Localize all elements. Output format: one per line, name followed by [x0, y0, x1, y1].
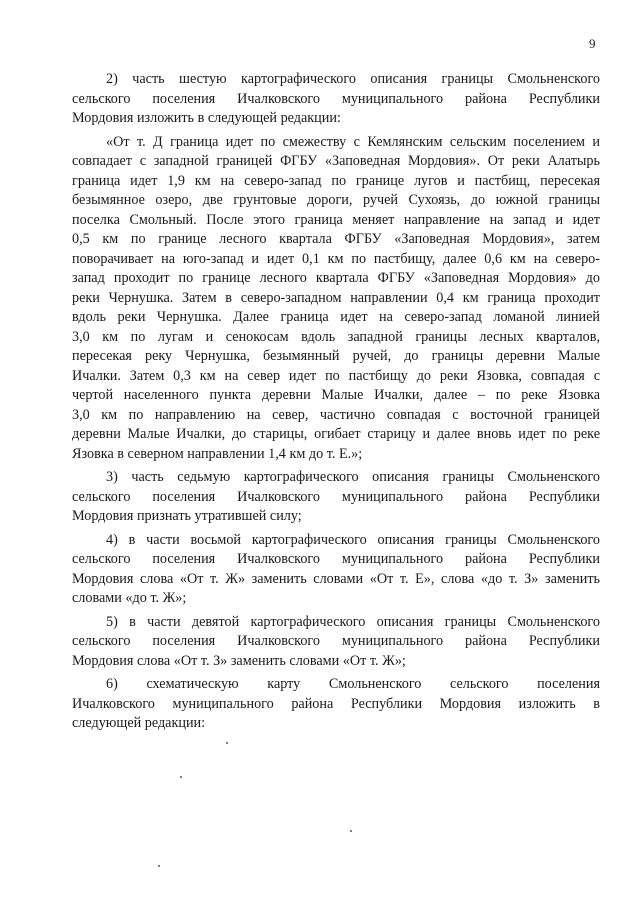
paragraph-line: совпадает с западной границей ФГБУ «Заповедная Мордовия». От реки Алатырь — [72, 153, 600, 169]
paragraph-line: 2) часть шестую картографического описания границы Смольненского — [106, 71, 600, 87]
paragraph — [72, 468, 600, 527]
document-body — [72, 70, 600, 738]
paragraph-line: следующей редакции: — [72, 715, 206, 731]
scan-speck — [226, 742, 228, 744]
paragraph-line: сельского поселения Ичалковского муниципального района Республики — [72, 633, 600, 649]
paragraph-line: Ичалковского муниципального района Республики Мордовия изложить в — [72, 695, 600, 712]
page-number: 9 — [589, 36, 596, 51]
paragraph-line: 6) схематическую карту Смольненского сельского поселения — [106, 676, 600, 692]
paragraph-line: 5) в части девятой картографического описания границы Смольненского — [106, 613, 600, 630]
paragraph-line: реки Чернушка. Затем в северо-западном направлении 0,4 км граница проходит — [72, 289, 600, 306]
paragraph-line: 3,0 км по лугам и сенокосам вдоль западной границы лесных кварталов, — [72, 328, 600, 345]
paragraph-line: поворачивает на юго-запад и идет 0,1 км по пастбищу, далее 0,6 км на северо- — [72, 250, 600, 267]
paragraph — [72, 70, 600, 129]
paragraph — [72, 531, 600, 609]
paragraph-line: сельского поселения Ичалковского муниципального района Республики — [72, 551, 600, 567]
paragraph-line: сельского поселения Ичалковского муниципального района Республики — [72, 488, 600, 505]
paragraph-line: пересекая реку Чернушка, безымянный ручей, до границы деревни Малые — [72, 348, 600, 364]
paragraph — [72, 133, 600, 465]
paragraph-line: Язовка в северном направлении 1,4 км до т. Е.»; — [72, 445, 363, 462]
paragraph-line: Ичалки. Затем 0,3 км на север идет по пастбищу до реки Язовка, совпадая с — [72, 367, 600, 384]
paragraph-line: Мордовия признать утратившей силу; — [72, 508, 302, 524]
scan-speck — [350, 830, 352, 832]
paragraph-line: граница идет 1,9 км на северо-запад по границе лугов и пастбищ, пересекая — [72, 172, 600, 189]
paragraph-line: «От т. Д граница идет по смежеству с Кемлянским сельским поселением и — [106, 133, 600, 150]
paragraph-line: 3) часть седьмую картографического описания границы Смольненского — [106, 469, 600, 485]
paragraph — [72, 613, 600, 672]
paragraph-line: поселка Смольный. После этого граница меняет направление на запад и идет — [72, 211, 600, 228]
paragraph-line: сельского поселения Ичалковского муниципального района Республики — [72, 90, 600, 107]
paragraph-line: чертой населенного пункта деревни Малые Ичалки, далее – по реке Язовка — [72, 387, 600, 403]
paragraph-line: 3,0 км по направлению на север, частично совпадая с восточной границей — [72, 406, 600, 423]
paragraph-line: Мордовия изложить в следующей редакции: — [72, 110, 341, 126]
paragraph-line: 4) в части восьмой картографического описания границы Смольненского — [106, 531, 600, 548]
paragraph-line: 0,5 км по границе лесного квартала ФГБУ «Заповедная Мордовия», затем — [72, 231, 600, 247]
paragraph-line: словами «до т. Ж»; — [72, 590, 187, 606]
scan-speck — [158, 865, 160, 867]
paragraph-line: Мордовия слова «От т. З» заменить словами «От т. Ж»; — [72, 652, 406, 669]
paragraph-line: деревни Малые Ичалки, до старицы, огибает старицу и далее вновь идет по реке — [72, 426, 600, 442]
scan-speck — [180, 776, 182, 778]
paragraph — [72, 675, 600, 734]
paragraph-line: безымянное озеро, две грунтовые дороги, ручей Сухоязь, до южной границы — [72, 192, 600, 208]
paragraph-line: вдоль реки Чернушка. Далее граница идет на северо-запад ломаной линией — [72, 309, 600, 325]
paragraph-line: запад проходит по границе лесного квартала ФГБУ «Заповедная Мордовия» до — [72, 270, 600, 286]
paragraph-line: Мордовия слова «От т. Ж» заменить словами «От т. Е», слова «до т. З» заменить — [72, 570, 600, 587]
